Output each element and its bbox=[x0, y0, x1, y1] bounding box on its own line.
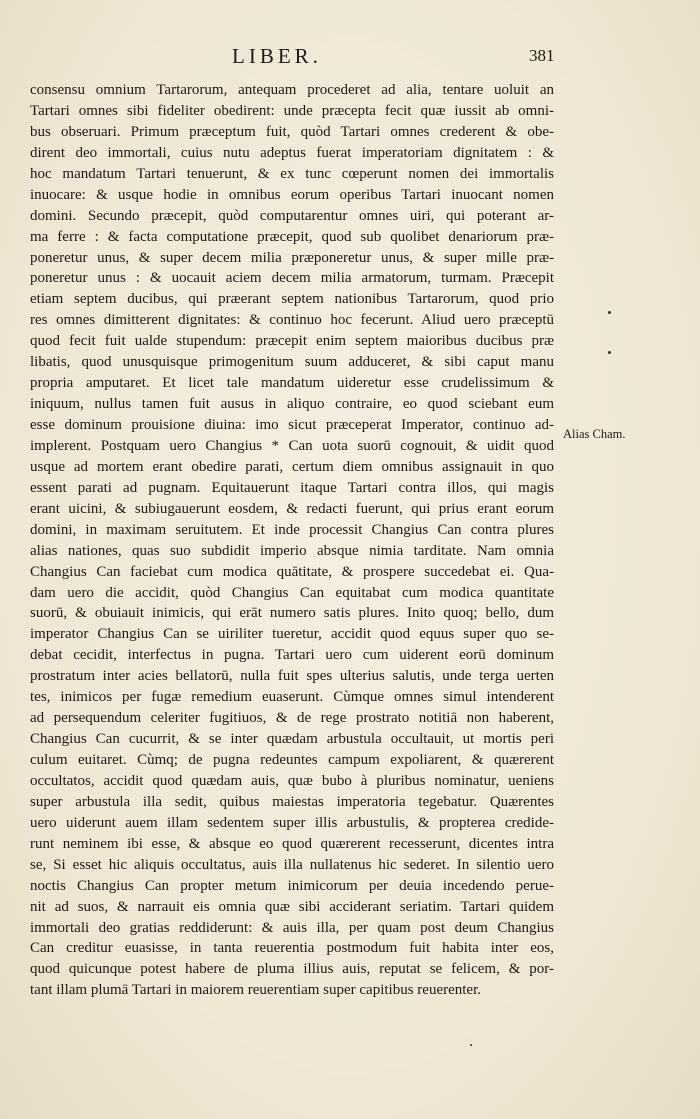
text-line: domini. Secundo præcepit, quòd computarentur omnes uiri, qui poterant ar- bbox=[30, 207, 554, 224]
running-head bbox=[0, 44, 700, 70]
body-text bbox=[30, 80, 554, 1001]
text-line: Can creditur euasisse, in tanta reuerentia postmodum fuit habita inter eos, bbox=[30, 940, 554, 957]
text-line: hoc mandatum Tartari tenuerunt, & ex tunc cœperunt nomen dei immortalis bbox=[30, 165, 554, 182]
text-line: etiam septem ducibus, qui præerant septem nationibus Tartarorum, quod prio bbox=[30, 291, 554, 308]
text-line: immortali deo gratias reddiderunt: & auis illa, per quam post deum Changius bbox=[30, 919, 554, 936]
text-line: poneretur unus : & uocauit aciem decem milia armatorum, turmam. Præcepit bbox=[30, 270, 554, 287]
margin-note: Alias Cham. bbox=[563, 427, 626, 441]
text-line: quod fecit fuit ualde stupendum: præcepit enim septem maioribus ducibus præ bbox=[30, 333, 554, 350]
text-line: domini, in maximam seruitutem. Et inde processit Changius Can contra plures bbox=[30, 521, 554, 538]
text-line: uero uiderunt auem illam sedentem super illis arbustulis, & propterea credide- bbox=[30, 814, 554, 831]
text-line: dirent deo immortali, cuius nutu adeptus fuerat imperatoriam dignitatem : & bbox=[30, 144, 554, 161]
text-line: poneretur unus, & super decem milia præponeretur unus, & super mille præ- bbox=[30, 249, 554, 266]
text-line: quod quicunque potest habere de pluma illius auis, reputat se felicem, & por- bbox=[30, 961, 554, 978]
text-line: propria amputaret. Et licet tale mandatum uideretur esse crudelissimum & bbox=[30, 375, 554, 392]
text-line: implerent. Postquam uero Changius * Can uota suorū cognouit, & uidit quod bbox=[30, 437, 554, 454]
text-line: prostratum inter acies bellatorū, nulla fuit spes ulterius salutis, unde terga uerten bbox=[30, 668, 554, 685]
text-line: debat cecidit, interfectus in pugna. Tartari uero cum uiderent eorū dominum bbox=[30, 647, 554, 664]
page-number: 381 bbox=[529, 46, 555, 65]
text-line: Changius Can cucurrit, & se inter quædam arbustula occultauit, ut mortis peri bbox=[30, 731, 554, 748]
text-line: noctis Changius Can propter metum inimicorum per deuia incedendo perue- bbox=[30, 877, 554, 894]
text-line: tes, inimicos per fugæ remedium euaserunt. Cùmque omnes simul intenderent bbox=[30, 689, 554, 706]
text-line: libatis, quod unusquisque primogenitum suum adduceret, & sibi caput manu bbox=[30, 354, 554, 371]
text-line: inuocare: & usque hodie in omnibus eorum operibus Tartari inuocant nomen bbox=[30, 186, 554, 203]
text-line: iniquum, nullus tamen fuit ausus in aliquo contraire, eo quod sciebant eum bbox=[30, 396, 554, 413]
ink-speck bbox=[470, 1044, 472, 1046]
text-line: consensu omnium Tartarorum, antequam procederet ad alia, tentare uoluit an bbox=[30, 82, 554, 98]
text-line: se, Si esset hic aliquis occultatus, auis illa nullatenus hic sederet. In silentio uero bbox=[30, 856, 554, 873]
running-title: LIBER. bbox=[232, 44, 322, 68]
text-line: erant uicini, & subiugauerunt eosdem, & redacti fuerunt, qui prius erant eorum bbox=[30, 500, 554, 517]
text-line: ad persequendum celeriter fugitiuos, & de rege prostrato notitiā non haberent, bbox=[30, 710, 554, 727]
text-line: usque ad mortem erant obedire parati, certum diem omnibus assignauit in quo bbox=[30, 458, 554, 475]
text-line: occultatos, accidit quod quædam auis, quæ bubo à pluribus nominatur, ueniens bbox=[30, 772, 554, 789]
text-line: culum euitaret. Cùmq; de pugna redeuntes campum expoliarent, & quærerent bbox=[30, 752, 554, 768]
text-line: runt neminem ibi esse, & absque eo quod quærerent recesserunt, dicentes intra bbox=[30, 835, 554, 852]
margin-dot bbox=[608, 351, 611, 354]
text-line: imperator Changius Can se uiriliter tueretur, accidit quod equus super quo se- bbox=[30, 626, 554, 643]
text-line: nit ad suos, & narrauit eis omnia quæ sibi acciderant seriatim. Tartari quidem bbox=[30, 898, 554, 915]
text-line: suorū, & obuiauit inimicis, qui erāt numero satis plures. Inito quoq; bello, dum bbox=[30, 605, 554, 622]
text-line: Tartari omnes sibi fideliter obedirent: unde præcepta fecit quæ iussit ab omni- bbox=[30, 102, 554, 119]
text-line: alias nationes, quas suo subdidit imperio absque nimia tarditate. Nam omnia bbox=[30, 542, 554, 559]
text-line: super arbustula illa sedit, quibus maiestas imperatoria tegebatur. Quærentes bbox=[30, 793, 554, 810]
text-line: res omnes dimitterent dignitates: & continuo hoc fecerunt. Aliud uero præceptū bbox=[30, 312, 554, 329]
text-line: essent parati ad pugnam. Equitauerunt itaque Tartari contra illos, qui magis bbox=[30, 479, 554, 496]
text-line: ma ferre : & facta computatione præcepit, quod sub quolibet denariorum præ- bbox=[30, 228, 554, 245]
text-line: Changius Can faciebat cum modica quātitate, & prospere succedebat ei. Qua- bbox=[30, 563, 554, 580]
text-line: dam uero die accidit, quòd Changius Can equitabat cum modica quantitate bbox=[30, 584, 554, 601]
text-line: tant illam plumā Tartari in maiorem reuerentiam super capitibus reuerenter. bbox=[30, 982, 482, 999]
text-line: esse dominum prouisione diuina: imo sicut præceperat Imperator, continuo ad- bbox=[30, 417, 554, 433]
margin-dot bbox=[608, 311, 611, 314]
text-line: bus obseruari. Primum præceptum fuit, quòd Tartari omnes crederent & obe- bbox=[30, 123, 554, 140]
